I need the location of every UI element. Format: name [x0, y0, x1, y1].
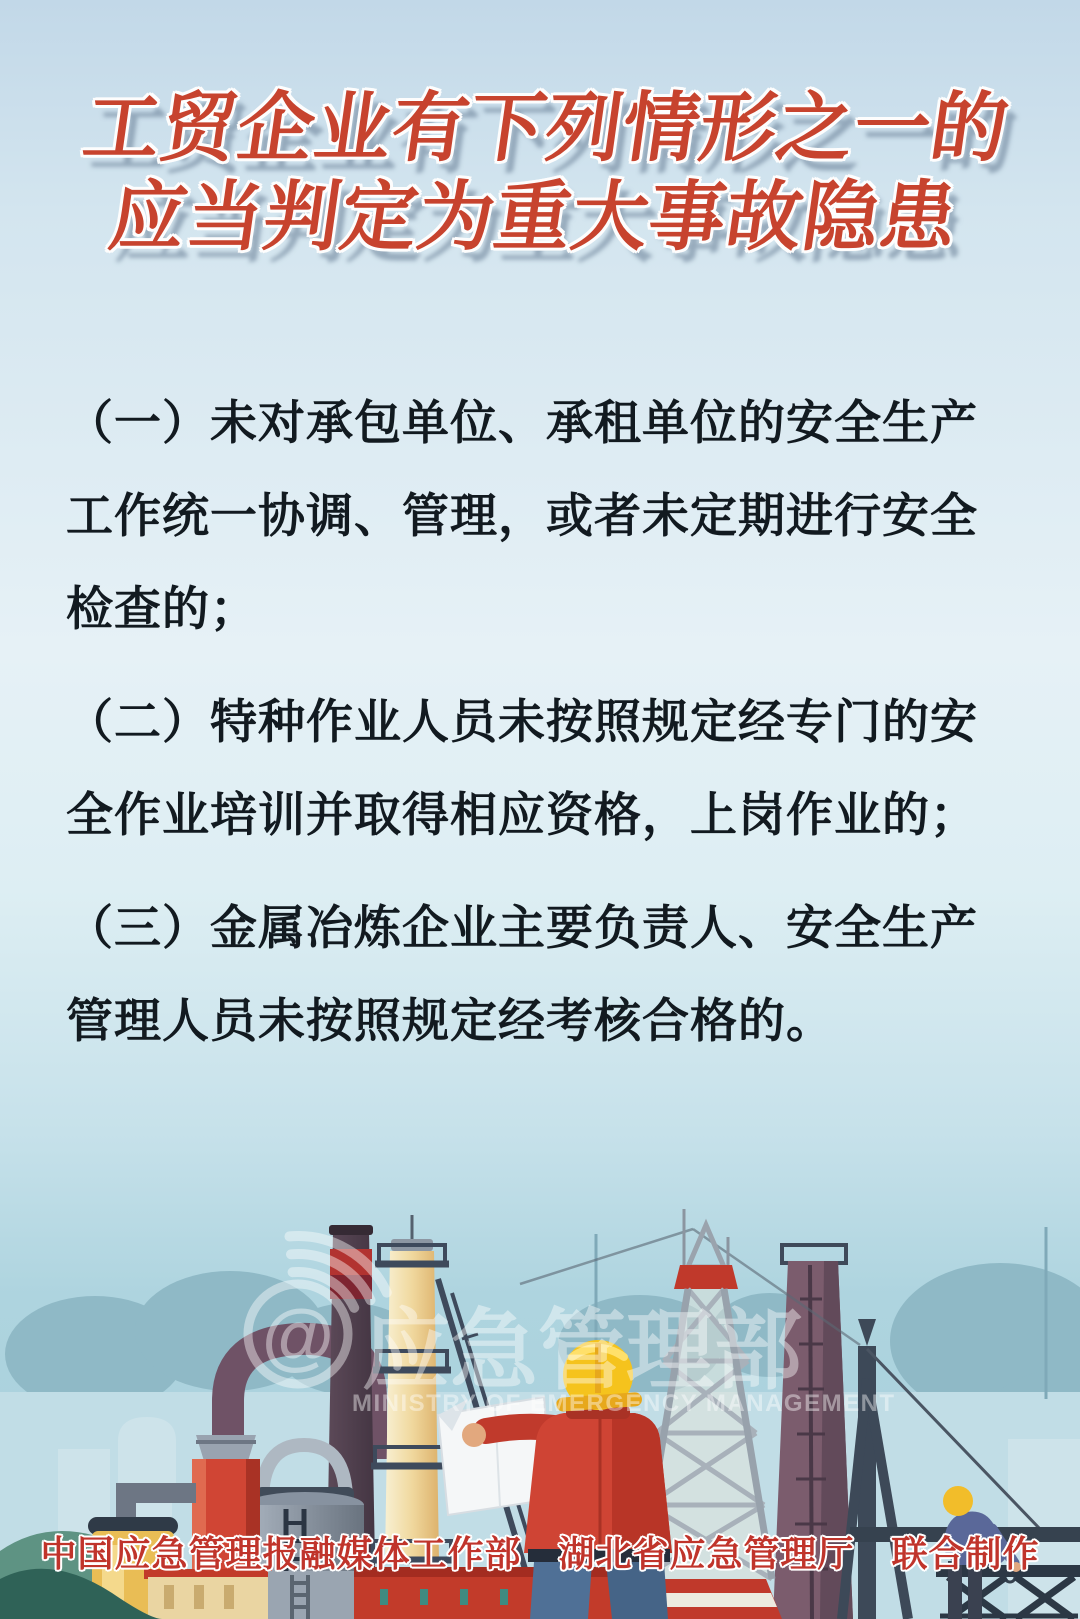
- credit-line: 中国应急管理报融媒体工作部 湖北省应急管理厅 联合制作: [40, 1533, 1040, 1574]
- hazard-line: 全作业培训并取得相应资格，上岗作业的；: [66, 788, 978, 841]
- hazard-line: 工作统一协调、管理，或者未定期进行安全: [66, 489, 978, 542]
- hazard-line: （三）金属冶炼企业主要负责人、安全生产: [66, 901, 978, 954]
- poster-title-line-2: 应当判定为重大事故隐患: [104, 175, 964, 260]
- hazard-item-2: [66, 675, 1026, 861]
- worker2-hard-hat: [943, 1486, 973, 1516]
- hazard-line: 管理人员未按照规定经考核合格的。: [66, 994, 834, 1047]
- hazard-item-1: [66, 376, 1026, 655]
- poster-title-line-1: 工贸企业有下列情形之一的: [78, 86, 1015, 171]
- at-symbol-icon: @: [261, 1294, 335, 1377]
- poster-title: [0, 84, 1080, 262]
- hazard-line: （一）未对承包单位、承租单位的安全生产: [66, 396, 978, 449]
- hazard-list: [66, 376, 1026, 1087]
- hazard-item-3: [66, 881, 1026, 1067]
- watermark-en-text: MINISTRY OF EMERGENCY MANAGEMENT: [352, 1390, 896, 1417]
- watermark-cn-text: 应急管理部: [362, 1301, 803, 1400]
- hazard-line: （二）特种作业人员未按照规定经专门的安: [66, 695, 978, 748]
- hazard-line: 检查的；: [66, 582, 258, 635]
